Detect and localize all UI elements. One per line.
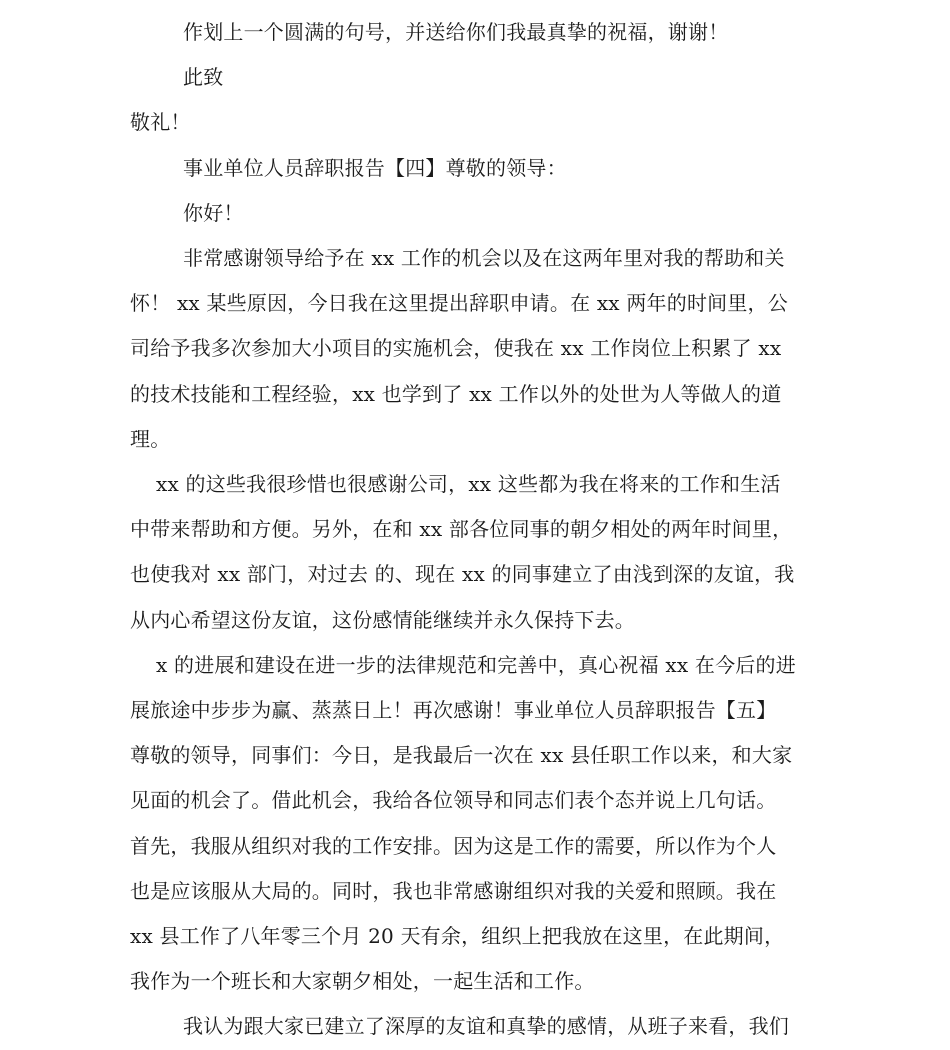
text-line: 中带来帮助和方便。另外，在和 xx 部各位同事的朝夕相处的两年时间里， <box>130 517 793 542</box>
text-line: 作划上一个圆满的句号，并送给你们我最真挚的祝福，谢谢！ <box>183 20 729 44</box>
text-line: 也是应该服从大局的。同时，我也非常感谢组织对我的关爱和照顾。我在 <box>130 878 777 903</box>
text-line: 怀！ xx 某些原因，今日我在这里提出辞职申请。在 xx 两年的时间里，公 <box>130 291 788 316</box>
text-line: 也使我对 xx 部门，对过去 的、现在 xx 的同事建立了由浅到深的友谊，我 <box>130 562 795 587</box>
text-line: 司给予我多次参加大小项目的实施机会，使我在 xx 工作岗位上积累了 xx <box>130 336 782 361</box>
paragraph-thanks <box>130 236 822 462</box>
text-line: 见面的机会了。借此机会，我给各位领导和同志们表个态并说上几句话。 <box>130 788 777 813</box>
text-line: xx 县工作了八年零三个月 20 天有余，组织上把我放在这里，在此期间， <box>130 924 785 949</box>
text-line: 非常感谢领导给予在 xx 工作的机会以及在这两年里对我的帮助和关 <box>183 246 785 271</box>
paragraph-blessing <box>130 643 822 1005</box>
text-line: 事业单位人员辞职报告【四】尊敬的领导： <box>183 155 567 180</box>
paragraph-friendship <box>130 462 822 643</box>
paragraph-greeting <box>130 191 822 236</box>
section-heading-four <box>130 146 822 191</box>
text-line: 展旅途中步步为赢、蒸蒸日上！再次感谢！事业单位人员辞职报告【五】 <box>130 698 777 723</box>
text-line: 我认为跟大家已建立了深厚的友谊和真挚的感情，从班子来看，我们 <box>183 1014 789 1039</box>
text-line: 从内心希望这份友谊，这份感情能继续并永久保持下去。 <box>130 607 635 632</box>
text-line: xx 的这些我很珍惜也很感谢公司，xx 这些都为我在将来的工作和生活 <box>156 472 781 497</box>
text-line: 敬礼！ <box>130 110 191 135</box>
paragraph-closing <box>130 10 822 55</box>
text-line: 首先，我服从组织对我的工作安排。因为这是工作的需要，所以作为个人 <box>130 833 777 858</box>
text-line: 此致 <box>183 65 224 90</box>
text-line: x 的进展和建设在进一步的法律规范和完善中，真心祝福 xx 在今后的进 <box>156 652 796 677</box>
text-line: 理。 <box>130 426 171 451</box>
text-line: 我作为一个班长和大家朝夕相处，一起生活和工作。 <box>130 969 595 994</box>
text-line: 的技术技能和工程经验，xx 也学到了 xx 工作以外的处世为人等做人的道 <box>130 381 782 406</box>
paragraph-salutation <box>130 55 822 100</box>
paragraph-bond <box>130 1004 822 1049</box>
text-line: 尊敬的领导，同事们：今日，是我最后一次在 xx 县任职工作以来，和大家 <box>130 743 793 768</box>
text-line: 你好！ <box>183 200 244 225</box>
paragraph-regards <box>130 100 822 145</box>
document-body <box>130 10 822 1050</box>
